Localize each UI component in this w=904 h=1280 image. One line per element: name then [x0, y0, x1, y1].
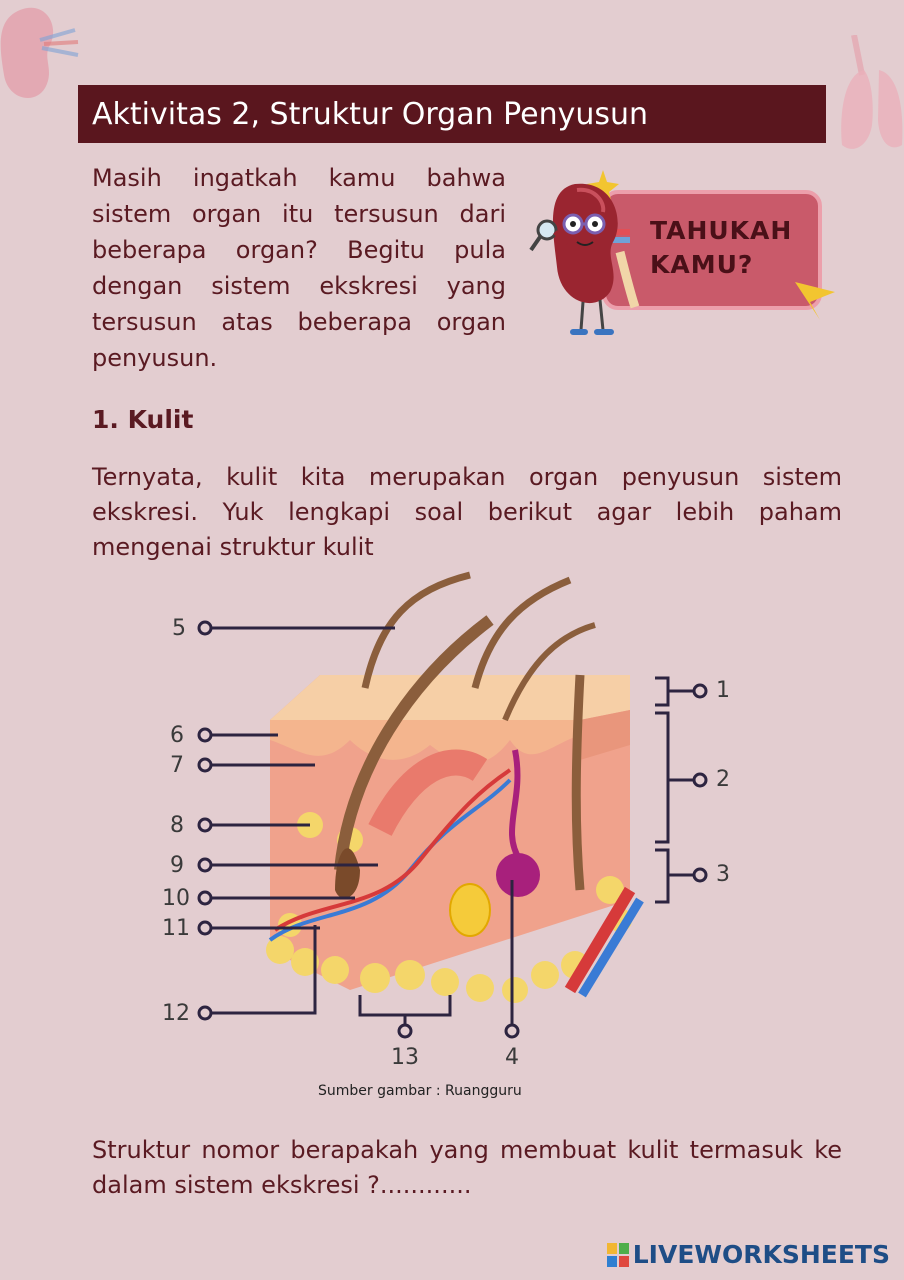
callout-line-1: TAHUKAH: [650, 216, 793, 245]
did-you-know-callout: [525, 162, 845, 342]
answer-blank[interactable]: ............: [379, 1171, 472, 1199]
diagram-label-8: 8: [170, 813, 184, 838]
diagram-label-11: 11: [162, 916, 190, 941]
skin-cross-section-illustration: [150, 570, 770, 1080]
diagram-label-7: 7: [170, 753, 184, 778]
diagram-label-4: 4: [505, 1045, 519, 1070]
diagram-label-5: 5: [172, 616, 186, 641]
skin-structure-diagram: [150, 570, 770, 1080]
section-heading: 1. Kulit: [92, 405, 194, 434]
image-source-caption: Sumber gambar : Ruangguru: [318, 1083, 522, 1099]
liveworksheets-brand: [607, 1240, 890, 1269]
brand-name: LIVEWORKSHEETS: [632, 1240, 890, 1269]
section-paragraph: Ternyata, kulit kita merupakan organ penyusun sistem ekskresi. Yuk lengkapi soal berikut agar lebih paham mengenai struktur kulit: [92, 463, 842, 561]
liveworksheets-logo-icon: [607, 1243, 629, 1267]
lung-decoration-icon: [834, 35, 904, 160]
diagram-label-12: 12: [162, 1001, 190, 1026]
callout-line-2: KAMU?: [650, 250, 754, 279]
page-title: Aktivitas 2, Struktur Organ Penyusun: [92, 96, 649, 132]
activity-title-bar: [78, 85, 826, 143]
diagram-label-2: 2: [716, 767, 730, 792]
diagram-label-13: 13: [391, 1045, 419, 1070]
kidney-decoration-icon: [0, 0, 80, 110]
diagram-label-3: 3: [716, 862, 730, 887]
question-text: Struktur nomor berapakah yang membuat kulit termasuk ke dalam sistem ekskresi ?: [92, 1136, 842, 1199]
diagram-label-9: 9: [170, 853, 184, 878]
intro-paragraph: Masih ingatkah kamu bahwa sistem organ itu tersusun dari beberapa organ? Begitu pula dengan sistem ekskresi yang tersusun atas beberapa organ penyusun.: [92, 164, 506, 372]
diagram-label-6: 6: [170, 723, 184, 748]
diagram-label-10: 10: [162, 886, 190, 911]
callout-text: [650, 214, 820, 282]
diagram-label-1: 1: [716, 678, 730, 703]
question-paragraph: [92, 1133, 842, 1203]
